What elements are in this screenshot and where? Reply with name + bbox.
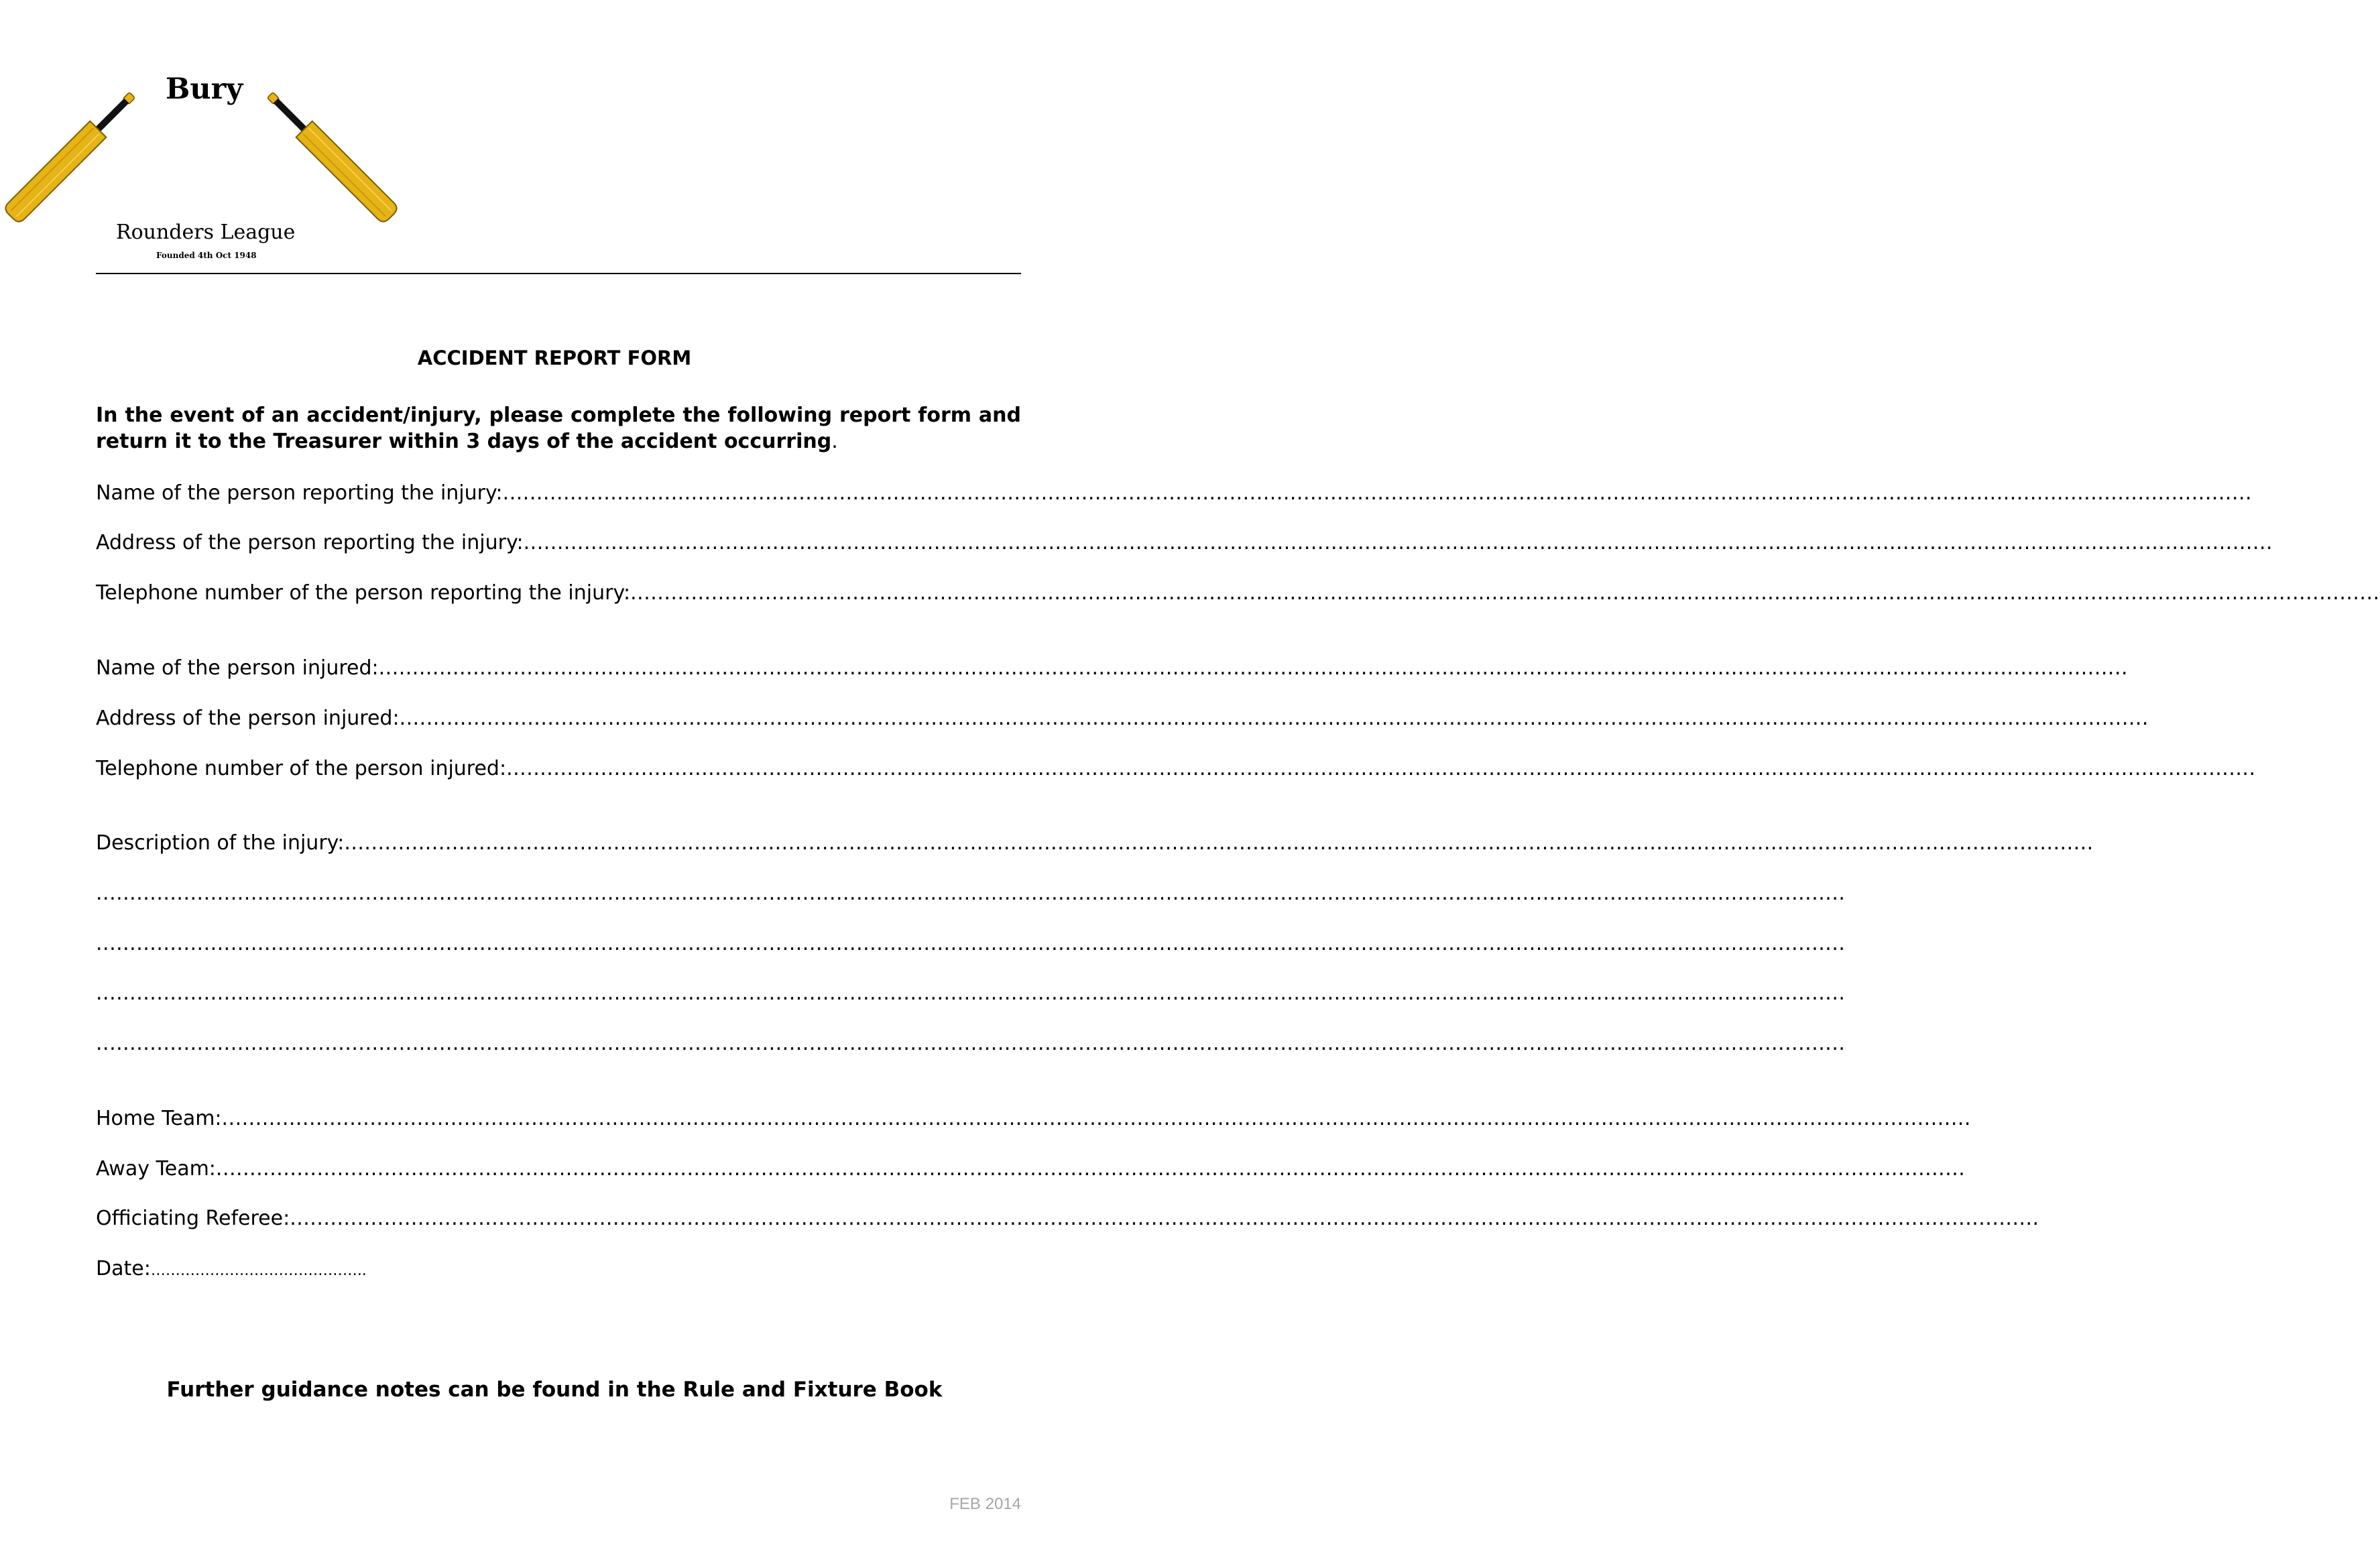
date-label: Date: bbox=[96, 1257, 151, 1280]
injury-description-continuation-1[interactable] bbox=[96, 880, 1846, 907]
form-instructions-end: . bbox=[831, 430, 838, 453]
injury-description-field[interactable] bbox=[96, 830, 2094, 857]
date-field[interactable] bbox=[96, 1256, 367, 1284]
injured-address-line[interactable]: .................................................................................................................................................................................................................................................................... bbox=[399, 707, 2149, 730]
injury-description-continuation-4[interactable] bbox=[96, 1030, 1846, 1057]
logo-name-bottom: Rounders League bbox=[116, 221, 296, 244]
form-instructions-text: In the event of an accident/injury, please complete the following report form and return it to the Treasurer within 3 days of the accident occurring bbox=[96, 404, 1021, 453]
referee-field[interactable] bbox=[96, 1205, 2039, 1232]
reporter-phone-label: Telephone number of the person reporting the injury: bbox=[96, 581, 631, 605]
form-version: FEB 2014 bbox=[949, 1495, 1021, 1513]
injury-description-continuation-3[interactable] bbox=[96, 980, 1846, 1007]
reporter-address-line[interactable]: .................................................................................................................................................................................................................................................................... bbox=[523, 531, 2273, 554]
injured-name-field[interactable] bbox=[96, 655, 2129, 682]
injury-description-continuation-2[interactable] bbox=[96, 930, 1846, 957]
away-team-field[interactable] bbox=[96, 1156, 1966, 1183]
injured-name-label: Name of the person injured: bbox=[96, 656, 379, 680]
reporter-phone-field[interactable] bbox=[96, 580, 2380, 607]
reporter-address-field[interactable] bbox=[96, 530, 2273, 556]
referee-line[interactable]: .................................................................................................................................................................................................................................................................... bbox=[290, 1207, 2039, 1230]
injured-address-label: Address of the person injured: bbox=[96, 707, 400, 730]
injury-description-line-4[interactable]: .................................................................................................................................................................................................................................................................... bbox=[96, 981, 1846, 1005]
form-title: ACCIDENT REPORT FORM bbox=[417, 347, 692, 369]
home-team-field[interactable] bbox=[96, 1105, 1971, 1132]
home-team-line[interactable]: .................................................................................................................................................................................................................................................................... bbox=[221, 1107, 1971, 1130]
league-logo bbox=[111, 74, 298, 268]
form-instructions bbox=[96, 402, 1021, 455]
injury-description-line-3[interactable]: .................................................................................................................................................................................................................................................................... bbox=[96, 932, 1846, 955]
header-divider bbox=[96, 273, 1021, 274]
injured-phone-field[interactable] bbox=[96, 756, 2256, 782]
injury-description-line[interactable]: .................................................................................................................................................................................................................................................................... bbox=[344, 831, 2094, 855]
injured-address-field[interactable] bbox=[96, 705, 2149, 732]
away-team-line[interactable]: .................................................................................................................................................................................................................................................................... bbox=[215, 1157, 1966, 1181]
injury-description-label: Description of the injury: bbox=[96, 831, 345, 855]
reporter-address-label: Address of the person reporting the injury: bbox=[96, 531, 524, 554]
injured-name-line[interactable]: .................................................................................................................................................................................................................................................................... bbox=[378, 656, 2129, 680]
away-team-label: Away Team: bbox=[96, 1157, 216, 1181]
home-team-label: Home Team: bbox=[96, 1107, 222, 1130]
referee-label: Officiating Referee: bbox=[96, 1207, 290, 1230]
logo-founded-date: Founded 4th Oct 1948 bbox=[156, 251, 257, 260]
reporter-name-label: Name of the person reporting the injury: bbox=[96, 481, 503, 505]
reporter-phone-line[interactable]: .................................................................................................................................................................................................................................................................... bbox=[630, 581, 2380, 605]
reporter-name-line[interactable]: .................................................................................................................................................................................................................................................................... bbox=[502, 481, 2253, 505]
injured-phone-label: Telephone number of the person injured: bbox=[96, 757, 507, 780]
injured-phone-line[interactable]: .................................................................................................................................................................................................................................................................... bbox=[506, 757, 2256, 780]
date-line[interactable]: …………………………………….. bbox=[150, 1262, 367, 1279]
logo-name-top: Bury bbox=[166, 72, 243, 106]
guidance-note: Further guidance notes can be found in the Rule and Fixture Book bbox=[166, 1378, 943, 1402]
reporter-name-field[interactable] bbox=[96, 480, 2253, 507]
injury-description-line-2[interactable]: .................................................................................................................................................................................................................................................................... bbox=[96, 882, 1846, 905]
injury-description-line-5[interactable]: .................................................................................................................................................................................................................................................................... bbox=[96, 1032, 1846, 1055]
